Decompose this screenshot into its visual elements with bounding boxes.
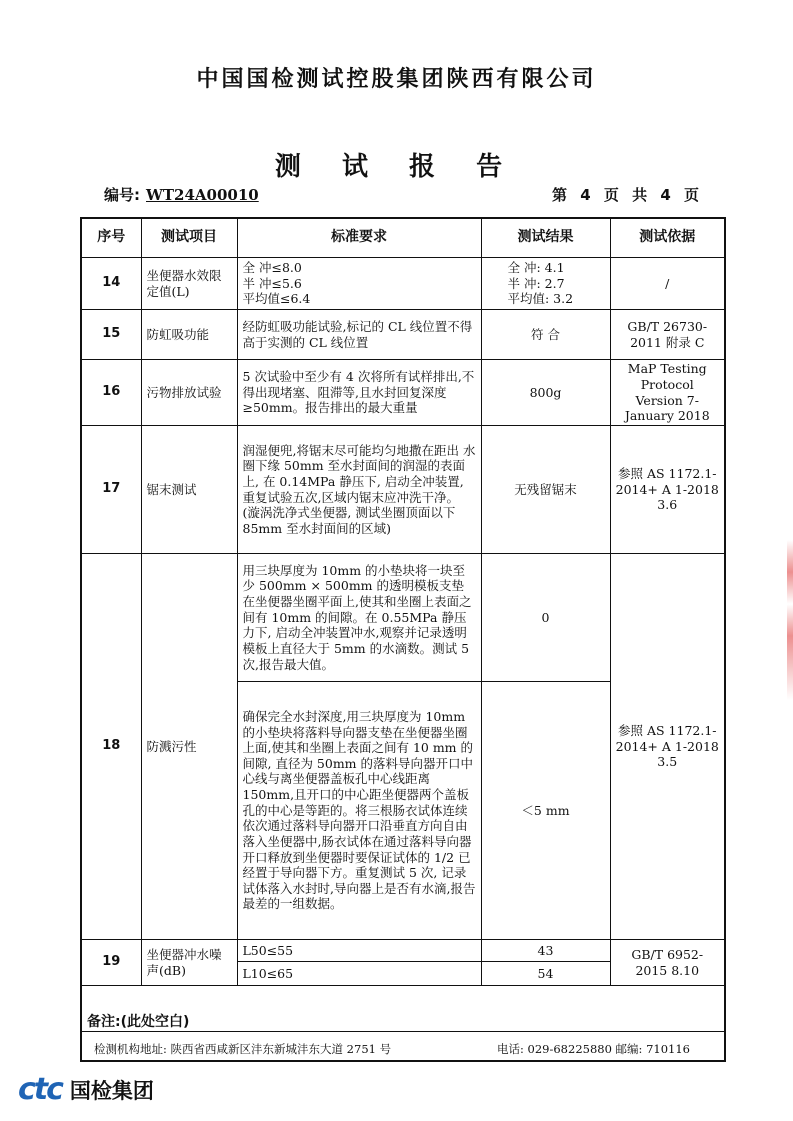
result-line: 平均值: 3.2 bbox=[507, 291, 574, 307]
requirement-line: 全 冲≤8.0 bbox=[242, 260, 302, 276]
result bbox=[481, 258, 610, 310]
table-row bbox=[81, 426, 725, 554]
report-number bbox=[104, 184, 259, 205]
table-row bbox=[81, 310, 725, 360]
logo-text: 国检集团 bbox=[69, 1078, 154, 1103]
remark: 备注:(此处空白) bbox=[81, 986, 725, 1062]
result-line: 全 冲: 4.1 bbox=[507, 260, 565, 276]
requirement: 5 次试验中至少有 4 次将所有试样排出,不得出现堵塞、阻滞等,且水封回复深度≥50mm。报告排出的最大重量 bbox=[237, 360, 481, 426]
ctc-logo bbox=[18, 1072, 154, 1107]
table-row bbox=[81, 940, 725, 962]
test-item: 防溅污性 bbox=[141, 554, 237, 940]
company-name: 中国国检测试控股集团陕西有限公司 bbox=[196, 67, 597, 92]
row-number: 18 bbox=[81, 554, 141, 940]
table-header-row bbox=[81, 218, 725, 258]
requirement: 用三块厚度为 10mm 的小垫块将一块至少 500mm × 500mm 的透明模板支垫在坐便器坐圈平面上,使其和坐圈上表面之间有 10mm 的间隙。在 0.55MPa 静压力下, 启动全冲装置冲水,观察并记录透明模板上直径大于 5mm 的水滴数。测试 5 次,报告最大值。 bbox=[237, 554, 481, 682]
requirement-line: 平均值≤6.4 bbox=[242, 291, 311, 307]
lab-contact: 电话: 029-68225880 邮编: 710116 bbox=[497, 1042, 690, 1056]
report-number-label: 编号: bbox=[104, 186, 140, 204]
seal-stamp-edge bbox=[787, 540, 793, 700]
test-basis: / bbox=[610, 258, 725, 310]
row-number: 19 bbox=[81, 940, 141, 986]
ctc-logo-icon: ctc bbox=[18, 1072, 62, 1107]
requirement-line: 半 冲≤5.6 bbox=[242, 275, 302, 291]
test-item: 污物排放试验 bbox=[141, 360, 237, 426]
test-basis: GB/T 26730-2011 附录 C bbox=[610, 310, 725, 360]
footer-divider bbox=[80, 1031, 724, 1032]
table-row bbox=[81, 554, 725, 682]
test-item: 坐便器冲水噪声(dB) bbox=[141, 940, 237, 986]
row-number: 17 bbox=[81, 426, 141, 554]
column-header: 测试项目 bbox=[141, 218, 237, 258]
report-title: 测 试 报 告 bbox=[274, 152, 519, 182]
column-header: 标准要求 bbox=[237, 218, 481, 258]
table-row bbox=[81, 360, 725, 426]
result: 0 bbox=[481, 554, 610, 682]
test-basis: GB/T 6952-2015 8.10 bbox=[610, 940, 725, 986]
table-row bbox=[81, 258, 725, 310]
result: 无残留锯末 bbox=[481, 426, 610, 554]
lab-address: 检测机构地址: 陕西省西咸新区沣东新城沣东大道 2751 号 bbox=[94, 1042, 392, 1056]
requirement: 确保完全水封深度,用三块厚度为 10mm 的小垫块将落料导向器支垫在坐便器坐圈上面,使其和坐圈上表面之间有 10 mm 的间隙, 直径为 50mm 的落料导向器开口中心线与离坐便器盖板孔中心线距离 150mm,且开口的中心距坐便器两个盖板孔的中心是等距的。将三根肠衣试体连续依次通过落料导向器开口沿垂直方向自由落入坐便器中,肠衣试体在通过落料导向器开口释放到坐便器时要保证试体的 1/2 已经置于导向器下方。重复测试 5 次, 记录试体落入水封时,导向器上是否有水滴,报告最差的一组数据。 bbox=[237, 682, 481, 940]
requirement: L50≤55 bbox=[237, 940, 481, 962]
result: ＜5 mm bbox=[481, 682, 610, 940]
test-results-table bbox=[80, 217, 726, 1062]
page-info: 第 4 页 共 4 页 bbox=[552, 186, 703, 204]
requirement: 润湿便兜,将锯末尽可能均匀地撒在距出 水圈下缘 50mm 至水封面间的润湿的表面 上, 在 0.14MPa 静压下, 启动全冲装置,重复试验五次,区域内锯末应冲洗干净。 (漩涡洗净式坐便器, 测试坐圈顶面以下 85mm 至水封面间的区域) bbox=[237, 426, 481, 554]
test-basis: MaP Testing Protocol Version 7-January 2018 bbox=[610, 360, 725, 426]
result-line: 半 冲: 2.7 bbox=[507, 275, 565, 291]
column-header: 测试结果 bbox=[481, 218, 610, 258]
result: 800g bbox=[481, 360, 610, 426]
test-basis: 参照 AS 1172.1-2014+ A 1-2018 3.6 bbox=[610, 426, 725, 554]
test-item: 防虹吸功能 bbox=[141, 310, 237, 360]
result: 43 bbox=[481, 940, 610, 962]
row-number: 15 bbox=[81, 310, 141, 360]
result: 54 bbox=[481, 962, 610, 986]
result: 符 合 bbox=[481, 310, 610, 360]
test-basis: 参照 AS 1172.1-2014+ A 1-2018 3.5 bbox=[610, 554, 725, 940]
requirement: 经防虹吸功能试验,标记的 CL 线位置不得高于实测的 CL 线位置 bbox=[237, 310, 481, 360]
row-number: 16 bbox=[81, 360, 141, 426]
test-item: 坐便器水效限定值(L) bbox=[141, 258, 237, 310]
requirement: L10≤65 bbox=[237, 962, 481, 986]
row-number: 14 bbox=[81, 258, 141, 310]
report-number-value: WT24A00010 bbox=[146, 186, 259, 204]
column-header: 序号 bbox=[81, 218, 141, 258]
requirement bbox=[237, 258, 481, 310]
column-header: 测试依据 bbox=[610, 218, 725, 258]
test-item: 锯末测试 bbox=[141, 426, 237, 554]
